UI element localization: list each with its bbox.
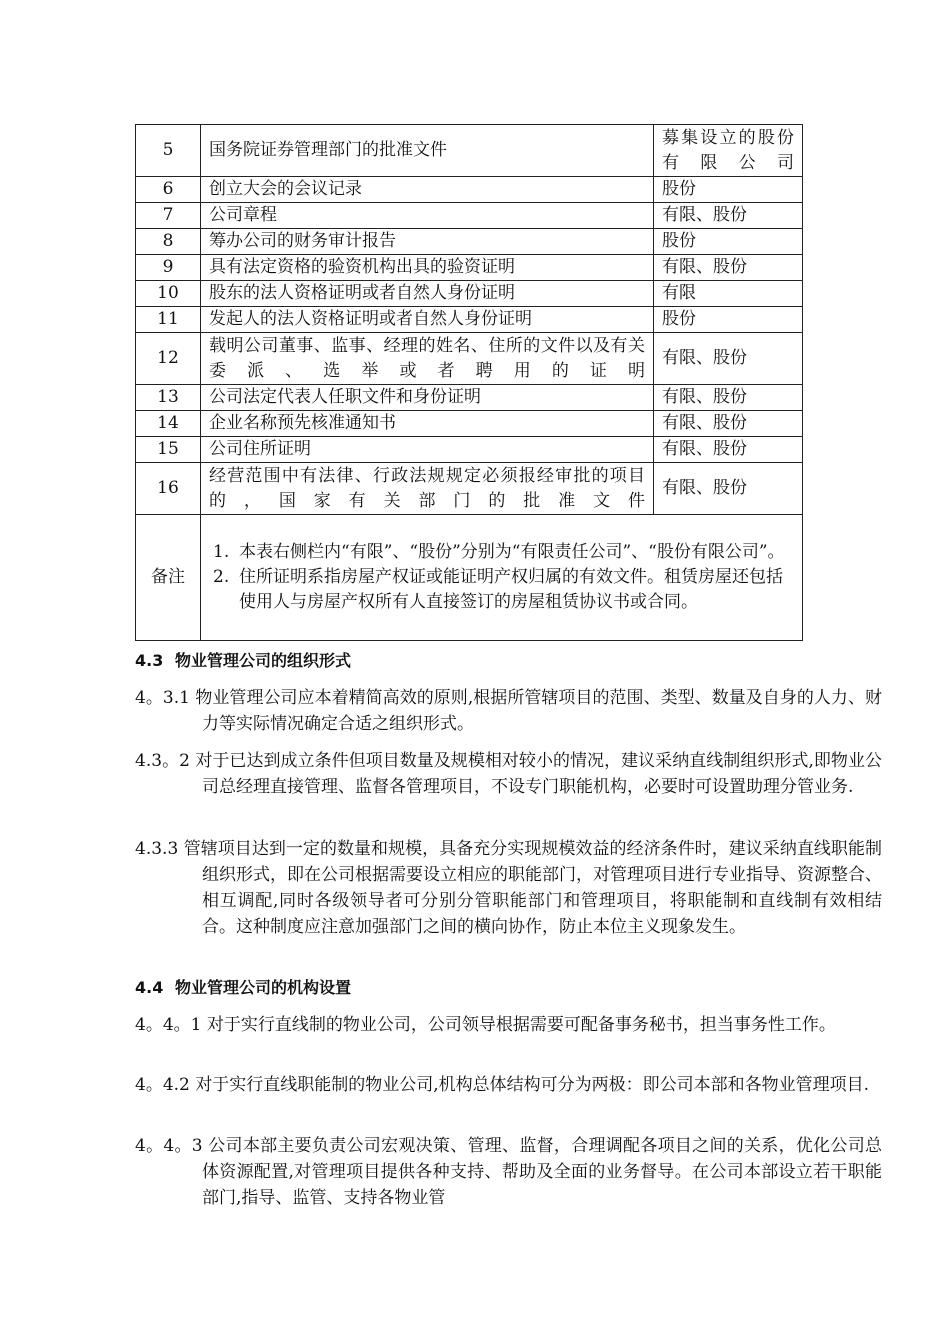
row-number: 14 [136, 411, 201, 437]
applies-to: 股份 [654, 229, 803, 255]
applies-to: 有限、股份 [654, 333, 803, 385]
table-row [136, 229, 803, 255]
section-number: 4.3 [135, 651, 164, 670]
section-heading [135, 648, 815, 671]
remark-text: 本表右侧栏内“有限”、“股份”分别为“有限责任公司”、“股份有限公司”。 [239, 542, 785, 562]
applies-to: 有限 [654, 281, 803, 307]
applies-to: 有限、股份 [654, 437, 803, 463]
applies-to: 有限、股份 [654, 463, 803, 515]
table-row [136, 333, 803, 385]
document-name: 载明公司董事、监事、经理的姓名、住所的文件以及有关委派、选举或者聘用的证明 [201, 333, 654, 385]
applies-to: 有限、股份 [654, 255, 803, 281]
paragraph: 4.3。2 对于已达到成立条件但项目数量及规模相对较小的情况，建议采纳直线制组织形式,即物业公司总经理直接管理、监督各管理项目，不设专门职能机构，必要时可设置助理分管业务. [135, 751, 882, 797]
remarks-row [136, 515, 803, 641]
row-number: 15 [136, 437, 201, 463]
remark-item [209, 565, 794, 615]
remark-item [209, 540, 794, 565]
applies-to: 有限、股份 [654, 385, 803, 411]
registration-documents-table [135, 124, 803, 641]
document-name: 公司法定代表人任职文件和身份证明 [201, 385, 654, 411]
table-row [136, 177, 803, 203]
document-name: 公司住所证明 [201, 437, 654, 463]
remark-marker: 2. [213, 567, 230, 587]
table-row [136, 281, 803, 307]
applies-to: 股份 [654, 177, 803, 203]
remarks-cell [201, 515, 803, 641]
document-name: 股东的法人资格证明或者自然人身份证明 [201, 281, 654, 307]
remarks-label: 备注 [136, 515, 201, 641]
table-row [136, 463, 803, 515]
table-row [136, 125, 803, 177]
row-number: 6 [136, 177, 201, 203]
document-name: 筹办公司的财务审计报告 [201, 229, 654, 255]
table-row [136, 411, 803, 437]
section-number: 4.4 [135, 978, 164, 997]
table-row [136, 255, 803, 281]
document-name: 发起人的法人资格证明或者自然人身份证明 [201, 307, 654, 333]
row-number: 11 [136, 307, 201, 333]
document-name: 具有法定资格的验资机构出具的验资证明 [201, 255, 654, 281]
row-number: 5 [136, 125, 201, 177]
document-name: 创立大会的会议记录 [201, 177, 654, 203]
table-row [136, 437, 803, 463]
row-number: 7 [136, 203, 201, 229]
remark-marker: 1. [213, 542, 230, 562]
document-name: 公司章程 [201, 203, 654, 229]
applies-to: 有限、股份 [654, 203, 803, 229]
paragraph: 4。4.2 对于实行直线职能制的物业公司,机构总体结构可分为两极：即公司本部和各物业管理项目. [135, 1075, 870, 1095]
applies-to: 有限、股份 [654, 411, 803, 437]
remarks-list [209, 540, 794, 615]
paragraph: 4。4。1 对于实行直线制的物业公司，公司领导根据需要可配备事务秘书，担当事务性工作。 [135, 1015, 836, 1035]
table-row [136, 307, 803, 333]
applies-to: 股份 [654, 307, 803, 333]
row-number: 12 [136, 333, 201, 385]
paragraph: 4。4。3 公司本部主要负责公司宏观决策、管理、监督，合理调配各项目之间的关系，优化公司总体资源配置,对管理项目提供各种支持、帮助及全面的业务督导。在公司本部设立若干职能部门,指导、监管、支持各物业管 [135, 1136, 882, 1208]
table-row [136, 385, 803, 411]
paragraph: 4。3.1 物业管理公司应本着精简高效的原则,根据所管辖项目的范围、类型、数量及自身的人力、财力等实际情况确定合适之组织形式。 [135, 688, 882, 734]
applies-to: 募集设立的股份有限公司 [654, 125, 803, 177]
document-name: 经营范围中有法律、行政法规规定必须报经审批的项目的，国家有关部门的批准文件 [201, 463, 654, 515]
section-heading [135, 975, 815, 998]
row-number: 16 [136, 463, 201, 515]
row-number: 13 [136, 385, 201, 411]
section-title: 物业管理公司的组织形式 [175, 651, 352, 670]
section-title: 物业管理公司的机构设置 [175, 978, 352, 997]
document-name: 国务院证券管理部门的批准文件 [201, 125, 654, 177]
remark-text: 住所证明系指房屋产权证或能证明产权归属的有效文件。租赁房屋还包括使用人与房屋产权所有人直接签订的房屋租赁协议书或合同。 [239, 567, 783, 612]
row-number: 9 [136, 255, 201, 281]
paragraph: 4.3.3 管辖项目达到一定的数量和规模，具备充分实现规模效益的经济条件时，建议采纳直线职能制组织形式，即在公司根据需要设立相应的职能部门，对管理项目进行专业指导、资源整合、相互调配,同时各级领导者可分别分管职能部门和管理项目，将职能制和直线制有效相结合。这种制度应注意加强部门之间的横向协作，防止本位主义现象发生。 [135, 839, 882, 937]
document-name: 企业名称预先核准通知书 [201, 411, 654, 437]
row-number: 10 [136, 281, 201, 307]
row-number: 8 [136, 229, 201, 255]
table-row [136, 203, 803, 229]
